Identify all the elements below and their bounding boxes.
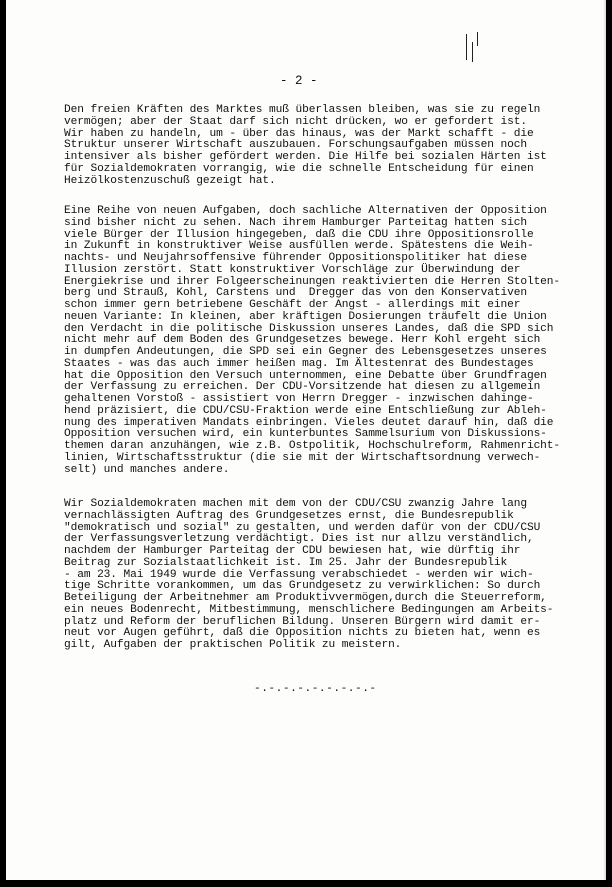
paragraph-3 [64, 499, 604, 652]
text-line: Heizölkostenzuschuß gezeigt hat. [64, 174, 276, 187]
text-line: der Verfassung zu erreichen. Der CDU-Vorsitzende hat diesen zu allgemein [64, 381, 541, 394]
text-line: den Verdacht in die politische Diskussion unseres Landes, daß die SPD sich [64, 322, 554, 335]
text-line: nicht mehr auf dem Boden des Grundgesetzes bewege. Herr Kohl ergeht sich [64, 334, 541, 347]
text-line: selt) und manches andere. [64, 463, 230, 476]
paragraph-2 [64, 206, 604, 476]
text-line: viele Bürger der Illusion hingegeben, daß die CDU ihre Oppositionsrolle [64, 228, 534, 241]
text-line: "demokratisch und sozial" zu gestalten, und werden dafür von der CDU/CSU [64, 521, 541, 534]
text-line: vermögen; aber der Staat darf sich nicht drücken, wo er gefordert ist. [64, 115, 527, 128]
text-line: tige Schritte vorankommen, um das Grundgesetz zu verwirklichen: So durch [64, 580, 541, 593]
text-line: - am 23. Mai 1949 wurde die Verfassung verabschiedet - werden wir wich- [64, 568, 534, 581]
text-line: gilt, Aufgaben der praktischen Politik zu meistern. [64, 639, 402, 651]
scan-border [0, 880, 612, 887]
document-page [6, 0, 606, 880]
end-separator: -.-.-.-.-.-.-.-.- [254, 683, 377, 695]
text-line: schon immer gern betriebene Geschäft der Angst - allerdings mit einer [64, 299, 521, 311]
text-line: Den freien Kräften des Marktes muß überlassen bleiben, was sie zu regeln [64, 104, 541, 116]
text-line: Beitrag zur Sozialstaatlichkeit ist. Im 25. Jahr der Bundesrepublik [64, 556, 508, 569]
text-line: platz und Reform der beruflichen Bildung. Unseren Bürgern wird damit er- [64, 615, 541, 628]
text-line: vernachlässigten Auftrag des Grundgesetzes ernst, die Bundesrepublik [64, 509, 514, 522]
text-line: nung des imperativen Mandats einbringen. Vieles deutet darauf hin, daß die [64, 416, 554, 429]
text-line: Illusion zerstört. Statt konstruktiver Vorschläge zur Überwindung der [64, 263, 521, 276]
text-line: Opposition versuchen wird, ein kunterbuntes Sammelsurium von Diskussions- [64, 428, 547, 441]
page-number: - 2 - [280, 74, 318, 88]
text-line: Staates - was das auch immer heißen mag. Im Ältestenrat des Bundestages [64, 357, 534, 370]
text-line: linien, Wirtschaftsstruktur (die sie mit der Wirtschaftsordnung verwech- [64, 451, 541, 464]
text-line: sind bisher nicht zu sehen. Nach ihrem Hamburger Parteitag hatten sich [64, 216, 527, 229]
text-line: neut vor Augen geführt, daß die Opposition nichts zu bieten hat, wenn es [64, 627, 541, 640]
text-line: Beteiligung der Arbeitnehmer am Produktivvermögen,durch die Steuerreform, [64, 592, 547, 604]
text-line: für Sozialdemokraten vorrangig, wie die schnelle Entscheidung für einen [64, 162, 534, 175]
text-line: nachdem der Hamburger Parteitag der CDU bewiesen hat, wie dürftig ihr [64, 545, 521, 557]
text-line: berg und Strauß, Kohl, Carstens und Dregger das von den Konservativen [64, 287, 527, 300]
punch-hole-marks [463, 32, 483, 72]
text-line: hend präzisiert, die CDU/CSU-Fraktion werde eine Entschließung zur Ableh- [64, 404, 547, 417]
text-line: in dumpfen Andeutungen, die SPD sei ein Gegner des Lebensgesetzes unseres [64, 346, 547, 358]
text-line: der Verfassungsverletzung verdächtigt. Dies ist nur allzu verständlich, [64, 533, 534, 546]
text-line: neuen Variante: In kleinen, aber kräftigen Dosierungen träufelt die Union [64, 310, 547, 323]
text-line: Wir haben zu handeln, um - über das hinaus, was der Markt schafft - die [64, 127, 534, 140]
text-line: hat die Opposition den Versuch unternommen, eine Debatte über Grundfragen [64, 369, 547, 382]
text-line: in Zukunft in konstruktiver Weise ausfüllen werde. Spätestens die Weih- [64, 240, 534, 253]
text-line: Struktur unserer Wirtschaft auszubauen. Forschungsaufgaben müssen noch [64, 139, 527, 152]
text-line: intensiver als bisher gefördert werden. Die Hilfe bei sozialen Härten ist [64, 151, 547, 163]
paragraph-1 [64, 105, 604, 187]
text-line: Energiekrise und ihrer Folgeerscheinungen reaktivierten die Herren Stolten- [64, 275, 561, 288]
text-line: gehaltenen Vorstoß - assistiert von Herrn Dregger - inzwischen dahinge- [64, 393, 534, 405]
text-line: nachts- und Neujahrsoffensive führender Oppositionspolitiker hat diese [64, 252, 527, 264]
text-line: Eine Reihe von neuen Aufgaben, doch sachliche Alternativen der Opposition [64, 205, 547, 217]
text-line: ein neues Bodenrecht, Mitbestimmung, menschlichere Bedingungen am Arbeits- [64, 603, 554, 616]
text-line: Wir Sozialdemokraten machen mit dem von der CDU/CSU zwanzig Jahre lang [64, 498, 527, 510]
text-line: themen daran anzuhängen, wie z.B. Ostpolitik, Hochschulreform, Rahmenricht- [64, 440, 561, 452]
